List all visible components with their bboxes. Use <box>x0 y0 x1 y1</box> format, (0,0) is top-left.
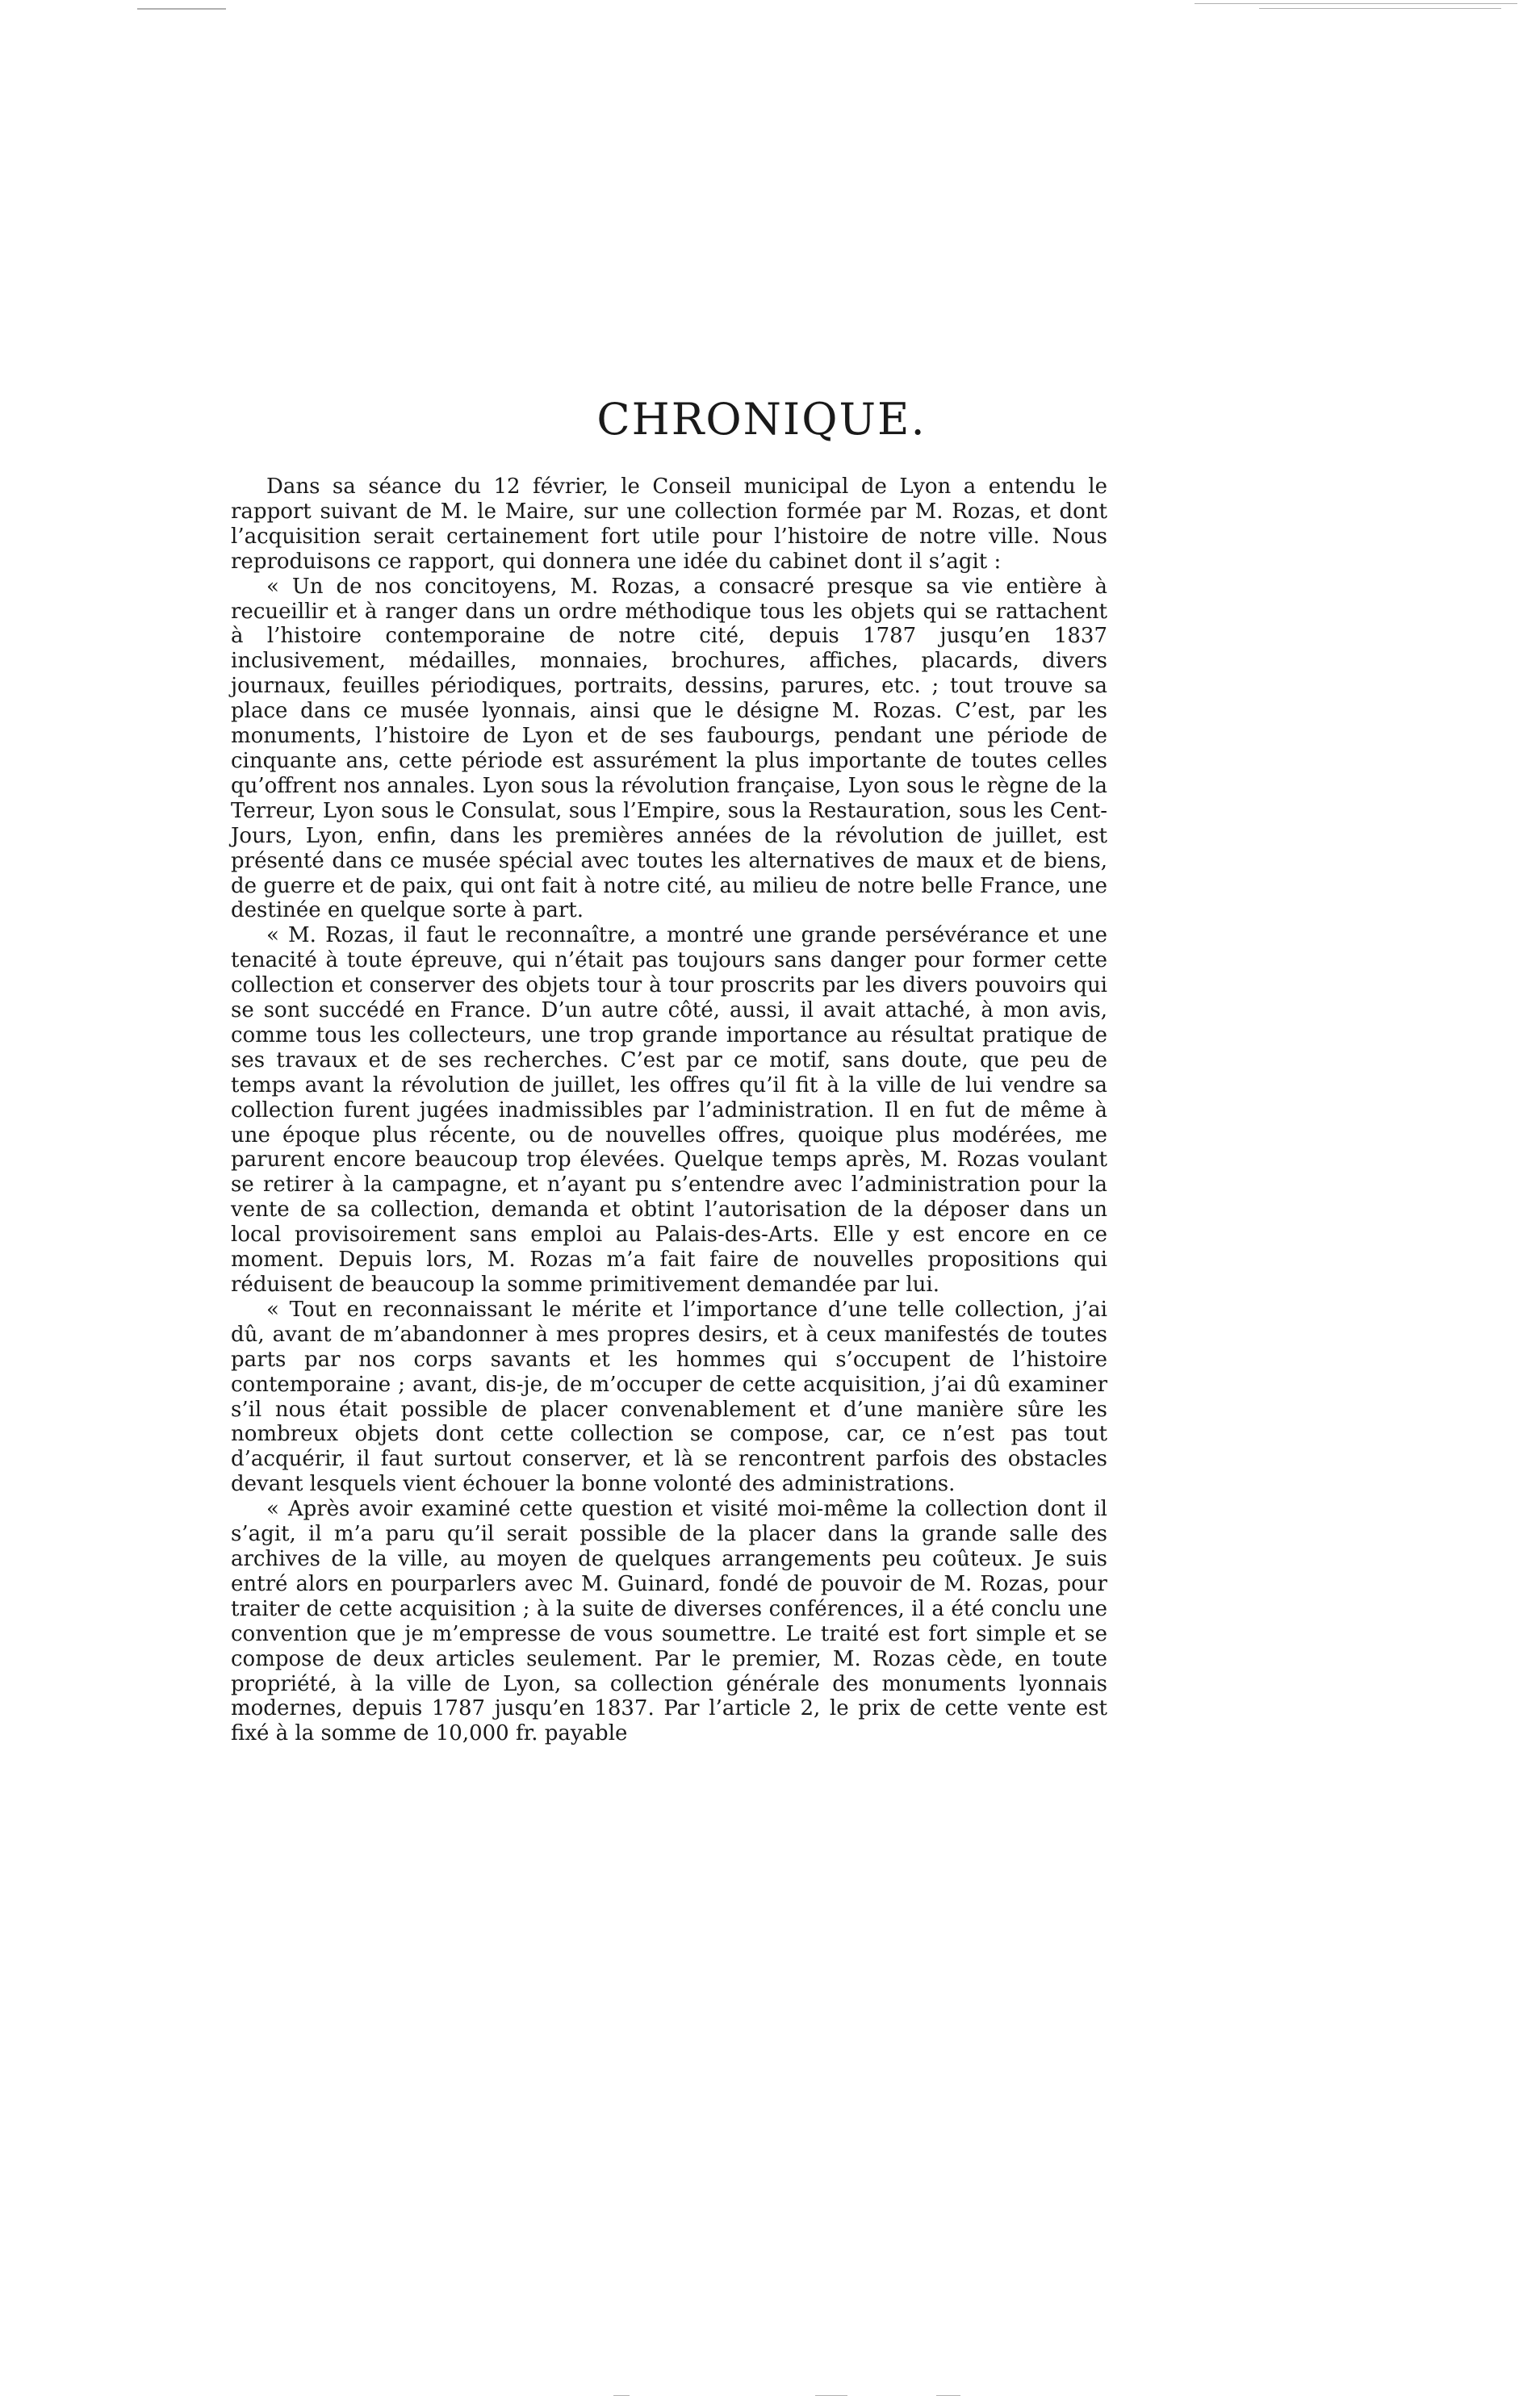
paragraph-perseverance: « M. Rozas, il faut le reconnaître, a montré une grande persévérance et une tenacité à toute épreuve, qui n’était pas toujours sans danger pour former cette collection et conserver des objets tour à tour proscrits par les divers pouvoirs qui se sont succédé en France. D’un autre côté, aussi, il avait attaché, à mon avis, comme tous les collecteurs, une trop grande importance au résultat pratique de ses travaux et de ses recherches. C’est par ce motif, sans doute, que peu de temps avant la révolution de juillet, les offres qu’il fit à la ville de lui vendre sa collection furent jugées inadmissibles par l’administration. Il en fut de même à une époque plus récente, ou de nouvelles offres, quoique plus modérées, me parurent encore beaucoup trop élevées. Quelque temps après, M. Rozas voulant se retirer à la campagne, et n’ayant pu s’entendre avec l’administration pour la vente de sa collection, demanda et obtint l’autorisation de la déposer dans un local provisoirement sans emploi au Palais-des-Arts. Elle y est encore en ce moment. Depuis lors, M. Rozas m’a fait faire de nouvelles propositions qui réduisent de beaucoup la somme primitivement demandée par lui. <box>231 923 1107 1297</box>
page-title: CHRONIQUE. <box>596 394 927 445</box>
scan-edge-mark-left <box>137 8 226 10</box>
paragraph-intro: Dans sa séance du 12 février, le Conseil municipal de Lyon a entendu le rapport suivant de M. le Maire, sur une collection formée par M. Rozas, et dont l’acquisition serait certainement fort utile pour l’histoire de notre ville. Nous reproduisons ce rapport, qui donnera une idée du cabinet dont il s’agit : <box>231 474 1107 574</box>
scan-bottom-mark-2 <box>815 2395 847 2396</box>
scan-bottom-mark-3 <box>936 2395 960 2396</box>
paragraph-merit: « Tout en reconnaissant le mérite et l’importance d’une telle collection, j’ai dû, avant de m’abandonner à mes propres desirs, et à ceux manifestés de toutes parts par nos corps savants et les hommes qui s’occupent de l’histoire contemporaine ; avant, dis-je, de m’occuper de cette acquisition, j’ai dû examiner s’il nous était possible de placer convenablement et d’une manière sûre les nombreux objets dont cette collection se compose, car, ce n’est pas tout d’acquérir, il faut surtout conserver, et là se rencontrent parfois des obstacles devant lesquels vient échouer la bonne volonté des administrations. <box>231 1297 1107 1497</box>
article-body <box>231 474 1107 1746</box>
scan-edge-mark-right <box>1195 3 1517 4</box>
paragraph-convention: « Après avoir examiné cette question et visité moi-même la collection dont il s’agit, il m’a paru qu’il serait possible de la placer dans la grande salle des archives de la ville, au moyen de quelques arrangements peu coûteux. Je suis entré alors en pourparlers avec M. Guinard, fondé de pouvoir de M. Rozas, pour traiter de cette acquisition ; à la suite de diverses conférences, il a été conclu une convention que je m’empresse de vous soumettre. Le traité est fort simple et se compose de deux articles seulement. Par le premier, M. Rozas cède, en toute propriété, à la ville de Lyon, sa collection générale des monuments lyonnais modernes, depuis 1787 jusqu’en 1837. Par l’article 2, le prix de cette vente est fixé à la somme de 10,000 fr. payable <box>231 1497 1107 1746</box>
scan-edge-mark-right-2 <box>1259 8 1501 9</box>
scan-bottom-mark-1 <box>613 2395 630 2396</box>
paragraph-collection: « Un de nos concitoyens, M. Rozas, a consacré presque sa vie entière à recueillir et à ranger dans un ordre méthodique tous les objets qui se rattachent à l’histoire contemporaine de notre cité, depuis 1787 jusqu’en 1837 inclusivement, médailles, monnaies, brochures, affiches, placards, divers journaux, feuilles périodiques, portraits, dessins, parures, etc. ; tout trouve sa place dans ce musée lyonnais, ainsi que le désigne M. Rozas. C’est, par les monuments, l’histoire de Lyon et de ses faubourgs, pendant une période de cinquante ans, cette période est assurément la plus importante de toutes celles qu’offrent nos annales. Lyon sous la révolution française, Lyon sous le règne de la Terreur, Lyon sous le Consulat, sous l’Empire, sous la Restauration, sous les Cent-Jours, Lyon, enfin, dans les premières années de la révolution de juillet, est présenté dans ce musée spécial avec toutes les alternatives de maux et de biens, de guerre et de paix, qui ont fait à notre cité, au milieu de notre belle France, une destinée en quelque sorte à part. <box>231 574 1107 923</box>
